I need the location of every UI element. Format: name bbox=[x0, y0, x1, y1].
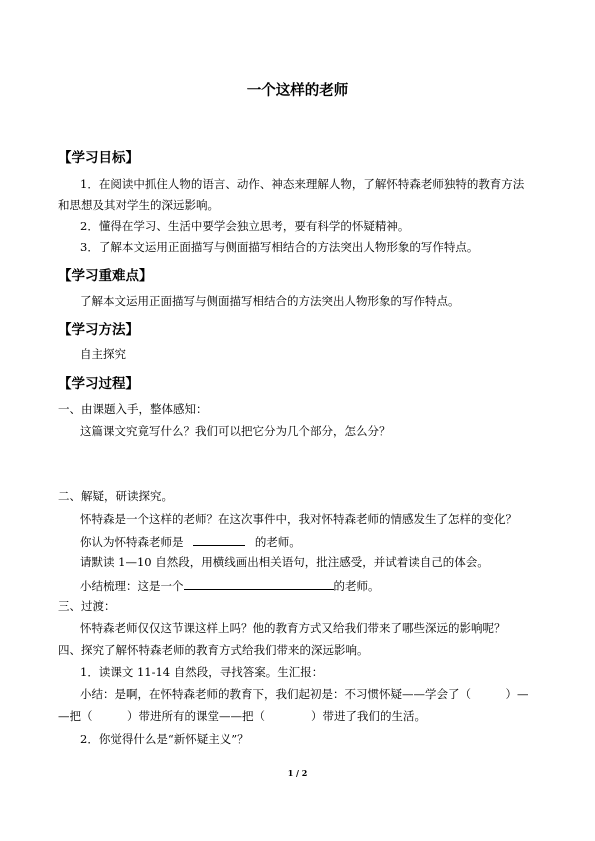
goal-item-1-line-2: 和思想及其对学生的深远影响。 bbox=[58, 198, 219, 212]
section-2-question-4 bbox=[80, 577, 380, 593]
section-2-question-2-suffix: 的老师。 bbox=[254, 535, 301, 549]
section-4-question-2: 2．你觉得什么是“新怀疑主义”？ bbox=[80, 732, 249, 746]
section-2-title: 二、解疑，研读探究。 bbox=[58, 489, 173, 503]
key-points-text: 了解本文运用正面描写与侧面描写相结合的方法突出人物形象的写作特点。 bbox=[80, 294, 460, 308]
section-2-question-4-suffix: 的老师。 bbox=[333, 579, 380, 593]
section-2-question-2-prefix: 你认为怀特森老师是 bbox=[80, 535, 184, 549]
section-2-question-4-prefix: 小结梳理：这是一个 bbox=[80, 579, 184, 593]
section-4-summary-line-1: 小结：是啊，在怀特森老师的教育下，我们起初是：不习惯怀疑——学会了（ ）— bbox=[80, 687, 529, 701]
section-3-title: 三、过渡： bbox=[58, 599, 116, 613]
key-points-heading: 【学习重难点】 bbox=[58, 268, 153, 284]
fill-in-blank[interactable] bbox=[193, 533, 245, 546]
section-4-question-1: 1．读课文 11-14 自然段，寻找答案。生汇报： bbox=[80, 665, 324, 679]
section-4-title: 四、探究了解怀特森老师的教育方式给我们带来的深远影响。 bbox=[58, 643, 369, 657]
fill-in-blank[interactable] bbox=[184, 577, 334, 590]
process-heading: 【学习过程】 bbox=[58, 376, 139, 392]
document-title: 一个这样的老师 bbox=[246, 82, 349, 99]
goal-item-1-line-1: 1．在阅读中抓住人物的语言、动作、神态来理解人物，了解怀特森老师独特的教育方法 bbox=[80, 177, 525, 191]
method-text: 自主探究 bbox=[80, 347, 126, 361]
section-1-title: 一、由课题入手，整体感知： bbox=[58, 402, 208, 416]
goals-heading: 【学习目标】 bbox=[58, 150, 139, 166]
section-2-question-1: 怀特森是一个这样的老师？在这次事件中，我对怀特森老师的情感发生了怎样的变化？ bbox=[80, 512, 517, 526]
page-number: 1 / 2 bbox=[287, 768, 308, 778]
goal-item-2: 2．懂得在学习、生活中要学会独立思考，要有科学的怀疑精神。 bbox=[80, 219, 410, 233]
section-2-question-2 bbox=[80, 533, 301, 549]
section-2-question-3: 请默读 1—10 自然段，用横线画出相关语句，批注感受，并试着读自己的体会。 bbox=[80, 555, 489, 569]
goal-item-3: 3．了解本文运用正面描写与侧面描写相结合的方法突出人物形象的写作特点。 bbox=[80, 240, 479, 254]
section-1-question: 这篇课文究竟写什么？我们可以把它分为几个部分，怎么分？ bbox=[80, 424, 391, 438]
section-3-question: 怀特森老师仅仅这节课这样上吗？他的教育方式又给我们带来了哪些深远的影响呢？ bbox=[80, 621, 506, 635]
section-4-summary-line-2: —把（ ）带进所有的课堂——把（ ）带进了我们的生活。 bbox=[58, 709, 426, 723]
method-heading: 【学习方法】 bbox=[58, 322, 139, 338]
